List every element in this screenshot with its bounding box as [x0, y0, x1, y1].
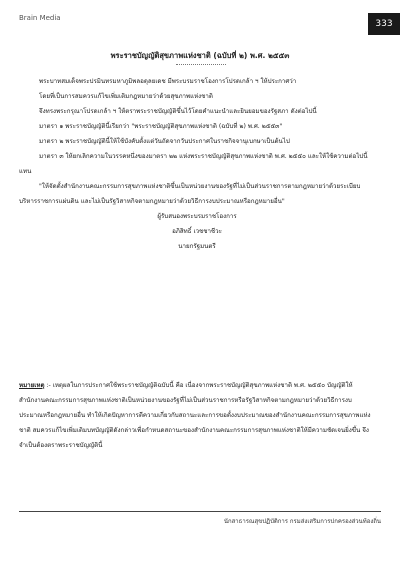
section-3-paragraph: มาตรา ๓ ให้ยกเลิกความในวรรคหนึ่งของมาตรา ๒๒ แห่งพระราชบัญญัติสุขภาพแห่งชาติ พ.ศ. ๒๕๕๐ และให้ใช้ความต่อไปนี้แทน — [19, 153, 368, 175]
act-title: พระราชบัญญัติสุขภาพแห่งชาติ (ฉบับที่ ๒) พ.ศ. ๒๕๕๓ — [110, 51, 290, 60]
remark-paragraph — [19, 378, 375, 453]
title-divider — [176, 64, 226, 65]
enactment-paragraph: จึงทรงพระกรุณาโปรดเกล้า ฯ ให้ตราพระราชบัญญัติขึ้นไว้โดยคำแนะนำและยินยอมของรัฐสภา ดังต่อไปนี้ — [39, 108, 317, 115]
signatory-name: อภิสิทธิ์ เวชชาชีวะ — [172, 228, 222, 235]
footer-text: นักสาธารณสุขปฏิบัติการ กรมส่งเสริมการปกครองส่วนท้องถิ่น — [223, 518, 381, 525]
rationale-paragraph: โดยที่เป็นการสมควรแก้ไขเพิ่มเติมกฎหมายว่าด้วยสุขภาพแห่งชาติ — [39, 93, 213, 100]
countersign-line: ผู้รับสนองพระบรมราชโองการ — [157, 213, 237, 220]
page-number-badge: 333 — [368, 13, 400, 35]
act-body — [19, 74, 375, 254]
section-2-paragraph: มาตรา ๒ พระราชบัญญัตินี้ให้ใช้บังคับตั้งแต่วันถัดจากวันประกาศในราชกิจจานุเบกษาเป็นต้นไป — [39, 138, 290, 145]
remark-label: หมายเหตุ — [19, 382, 45, 389]
remark-text: :- เหตุผลในการประกาศใช้พระราชบัญญัติฉบับนี้ คือ เนื่องจากพระราชบัญญัติสุขภาพแห่งชาติ พ.ศ. ๒๕๕๐ บัญญัติให้สำนักงานคณะกรรมการสุขภาพแห่งชาติเป็นหน่วยงานของรัฐที่ไม่เป็นส่วนราชการหรือรัฐวิสาหกิจตามกฎหมายว่าด้วยวิธีการงบประมาณหรือกฎหมายอื่น ทำให้เกิดปัญหาการตีความเกี่ยวกับสถานะและการขอตั้งงบประมาณของสำนักงานคณะกรรมการสุขภาพแห่งชาติ สมควรแก้ไขเพิ่มเติมบทบัญญัติดังกล่าวเพื่อกำหนดสถานะของสำนักงานคณะกรรมการสุขภาพแห่งชาติให้มีความชัดเจนยิ่งขึ้น จึงจำเป็นต้องตราพระราชบัญญัตินี้ — [19, 382, 371, 449]
remark-section — [19, 378, 375, 453]
signatory-position: นายกรัฐมนตรี — [178, 243, 216, 250]
section-1-paragraph: มาตรา ๑ พระราชบัญญัตินี้เรียกว่า "พระราชบัญญัติสุขภาพแห่งชาติ (ฉบับที่ ๒) พ.ศ. ๒๕๕๓" — [39, 123, 283, 130]
footer-divider — [19, 511, 381, 512]
section-3-quoted-text: "ให้จัดตั้งสำนักงานคณะกรรมการสุขภาพแห่งชาติขึ้นเป็นหน่วยงานของรัฐที่ไม่เป็นส่วนราชการตามกฎหมายว่าด้วยระเบียบบริหารราชการแผ่นดิน และไม่เป็นรัฐวิสาหกิจตามกฎหมายว่าด้วยวิธีการงบประมาณหรือกฎหมายอื่น" — [19, 183, 361, 205]
royal-proclamation-paragraph: พระบาทสมเด็จพระปรมินทรมหาภูมิพลอดุลยเดช มีพระบรมราชโองการโปรดเกล้า ฯ ให้ประกาศว่า — [39, 78, 297, 85]
brand-label: Brain Media — [19, 14, 61, 22]
